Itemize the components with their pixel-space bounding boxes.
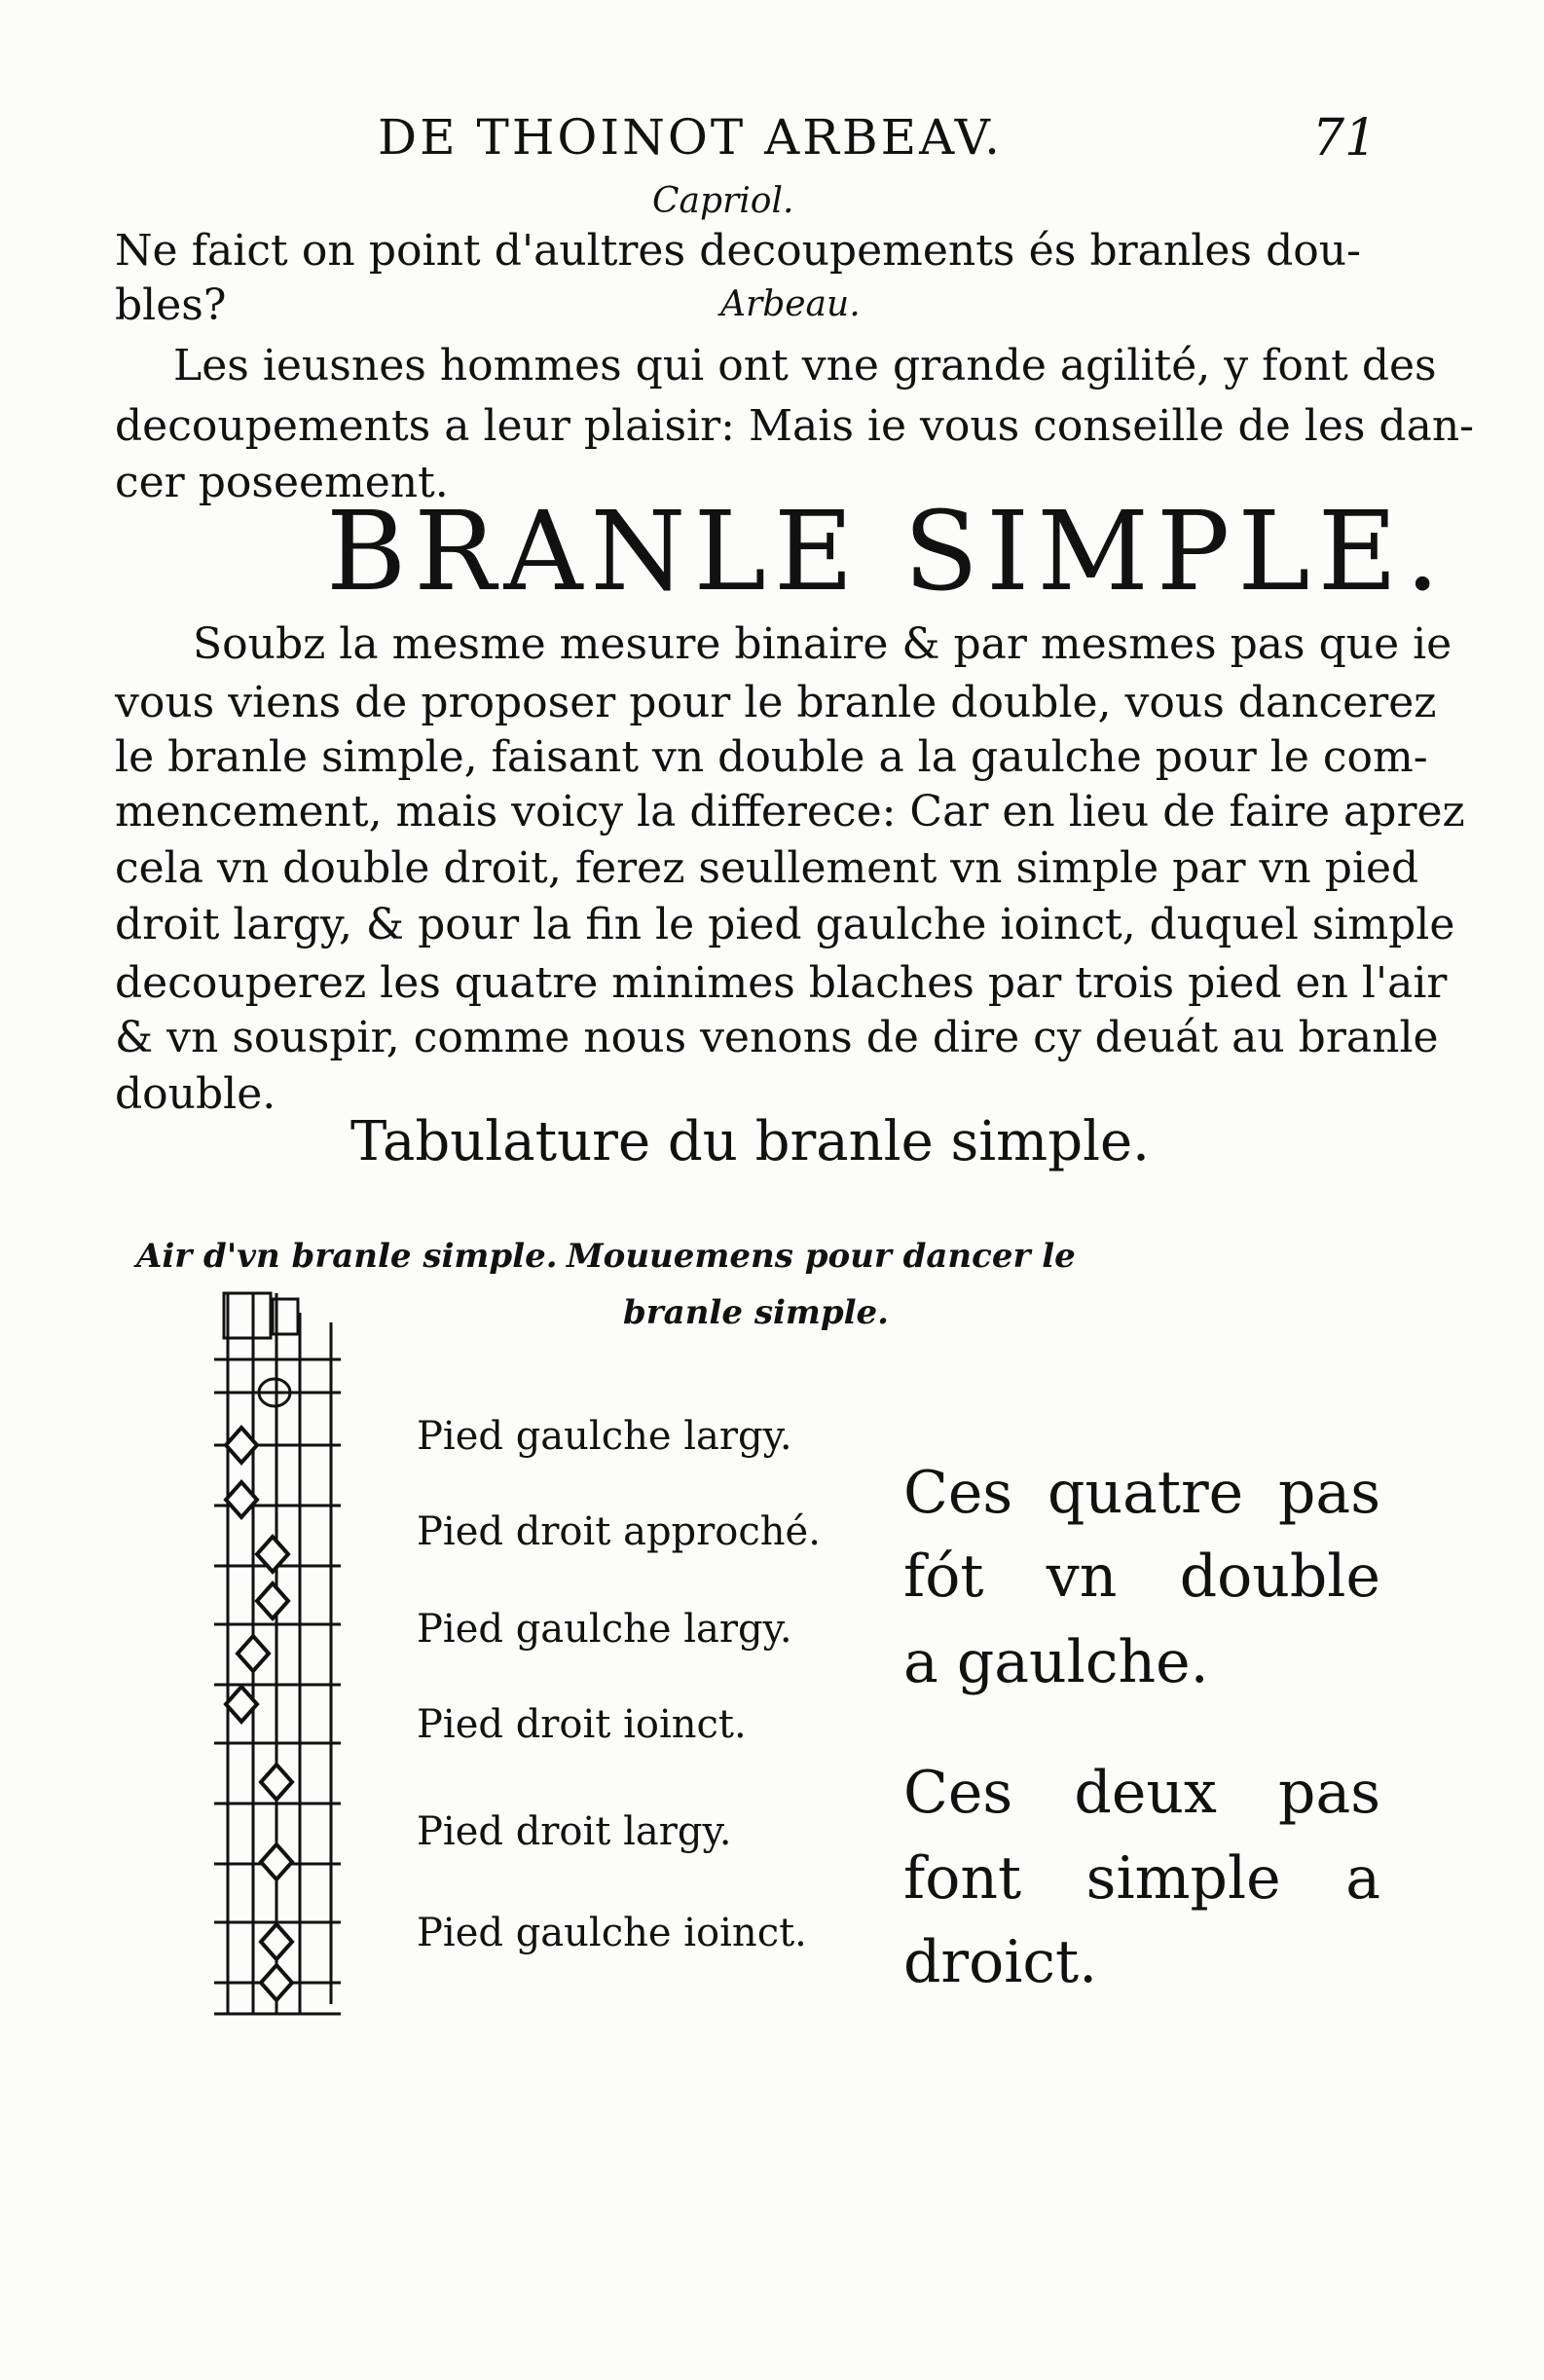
step-5: Pied droit largy. (417, 1809, 732, 1854)
running-header: DE THOINOT ARBEAV. (378, 109, 1004, 166)
answer-line-2: decoupements a leur plaisir: Mais ie vous conseille de les dan- (115, 401, 1475, 451)
note-double-line-2: fót vn double (903, 1543, 1380, 1611)
answer-line-1: Les ieusnes hommes qui ont vne grande agilité, y font des (173, 341, 1437, 390)
step-3: Pied gaulche largy. (417, 1607, 792, 1652)
tabulature-title: Tabulature du branle simple. (350, 1110, 1150, 1173)
step-1: Pied gaulche largy. (417, 1414, 792, 1459)
paragraph-line-2: vous viens de proposer pour le branle double, vous dancerez (115, 678, 1437, 727)
paragraph-line-7: decouperez les quatre minimes blaches par trois pied en l'air (115, 958, 1448, 1008)
note-simple-line-3: droict. (903, 1928, 1098, 1996)
column-heading-movements-2: branle simple. (623, 1293, 890, 1332)
page-number: 71 (1312, 109, 1378, 167)
paragraph-line-6: droit largy, & pour la fin le pied gaulche ioinct, duquel simple (115, 900, 1455, 949)
step-4: Pied droit ioinct. (417, 1702, 747, 1747)
answer-line-3: cer poseement. (115, 458, 449, 507)
paragraph-line-3: le branle simple, faisant vn double a la gaulche pour le com- (115, 732, 1428, 782)
paragraph-line-5: cela vn double droit, ferez seullement vn simple par vn pied (115, 843, 1419, 893)
note-simple-line-1: Ces deux pas (903, 1759, 1380, 1827)
paragraph-line-4: mencement, mais voicy la differece: Car en lieu de faire aprez (115, 787, 1465, 837)
step-6: Pied gaulche ioinct. (417, 1911, 807, 1955)
column-heading-movements: Mouuemens pour dancer le (567, 1237, 1076, 1276)
note-double-line-1: Ces quatre pas (903, 1459, 1380, 1527)
speaker-capriol: Capriol. (652, 181, 794, 221)
speaker-arbeau: Arbeau. (720, 284, 861, 324)
paragraph-line-1: Soubz la mesme mesure binaire & par mesmes pas que ie (193, 619, 1452, 669)
paragraph-line-9: double. (115, 1069, 276, 1119)
note-simple-line-2: font simple a (903, 1844, 1380, 1913)
note-double-line-3: a gaulche. (903, 1628, 1209, 1696)
paragraph-line-8: & vn souspir, comme nous venons de dire cy deuát au branle (115, 1013, 1439, 1062)
question-line-1: Ne faict on point d'aultres decoupements és branles dou- (115, 226, 1361, 276)
step-2: Pied droit approché. (417, 1509, 821, 1554)
column-heading-air: Air d'vn branle simple. (136, 1237, 558, 1276)
music-tabulature-staff (195, 1283, 370, 2024)
section-title: BRANLE SIMPLE. (326, 489, 1448, 615)
question-line-2: bles? (115, 280, 227, 330)
